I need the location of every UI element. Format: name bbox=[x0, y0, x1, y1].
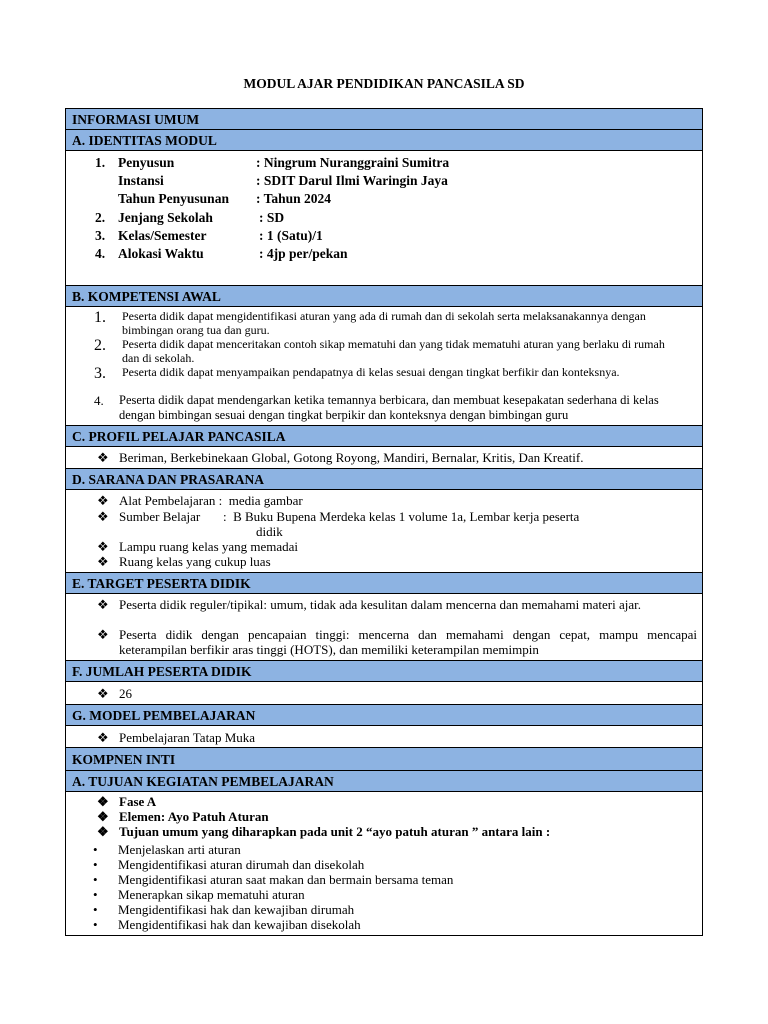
list-item-continuation: didik bbox=[256, 524, 283, 539]
tujuan-content: ❖ Fase A ❖ Elemen: Ayo Patuh Aturan ❖ Tujuan umum yang diharapkan pada unit 2 “ayo patuh aturan ” antara lain : • Menjelaskan arti aturan • Mengidentifikasi aturan dirumah dan disekolah • Mengidentifikasi aturan saat makan dan bermain bersama teman • Menerapkan sikap mematuhi aturan • Mengidentifikasi hak dan kewajiban dirumah • Mengidentifikasi hak dan kewajiban disekolah bbox=[93, 794, 551, 932]
diamond-bullet-icon: ❖ bbox=[97, 450, 109, 465]
dot-bullet-icon: • bbox=[93, 842, 98, 857]
section-informasi-umum: INFORMASI UMUM bbox=[66, 109, 702, 130]
document-title: MODUL AJAR PENDIDIKAN PANCASILA SD bbox=[243, 76, 525, 91]
module-table bbox=[65, 108, 703, 936]
diamond-bullet-icon: ❖ bbox=[97, 794, 109, 809]
diamond-bullet-icon: ❖ bbox=[97, 493, 109, 508]
diamond-bullet-icon: ❖ bbox=[97, 627, 109, 642]
section-jumlah-peserta: F. JUMLAH PESERTA DIDIK bbox=[66, 661, 702, 682]
section-profil-pelajar: C. PROFIL PELAJAR PANCASILA bbox=[66, 426, 702, 447]
kompetensi-content: 1. Peserta didik dapat mengidentifikasi aturan yang ada di rumah dan di sekolah serta melaksanakannya dengan bimbingan orang tua dan guru. 2. Peserta didik dapat menceritakan contoh sikap mematuhi dan yang tidak mematuhi aturan yang berlaku di rumah dan di sekolah. 3. Peserta didik dapat menyampaikan pendapatnya di kelas sesuai dengan tingkat berfikir dan konteksnya. 4. Peserta didik dapat mendengarkan ketika temannya berbicara, dan membuat kesepakatan sederhana di kelas dengan bimbingan sesuai dengan tingkat berpikir dan konteksnya dengan bimbingan guru bbox=[66, 307, 702, 426]
dot-bullet-icon: • bbox=[93, 917, 98, 932]
jumlah-content: ❖ 26 bbox=[66, 682, 702, 705]
diamond-bullet-icon: ❖ bbox=[97, 539, 109, 554]
model-content: ❖ Pembelajaran Tatap Muka bbox=[66, 726, 702, 748]
dot-bullet-icon: • bbox=[93, 902, 98, 917]
section-kompetensi-awal: B. KOMPETENSI AWAL bbox=[66, 286, 702, 307]
diamond-bullet-icon: ❖ bbox=[97, 597, 109, 612]
dot-bullet-icon: • bbox=[93, 857, 98, 872]
diamond-bullet-icon: ❖ bbox=[97, 730, 109, 745]
section-komponen-inti: KOMPNEN INTI bbox=[66, 748, 702, 771]
diamond-bullet-icon: ❖ bbox=[97, 824, 109, 839]
section-model-pembelajaran: G. MODEL PEMBELAJARAN bbox=[66, 705, 702, 726]
identitas-content: 1. Penyusun : Ningrum Nuranggraini Sumitra Instansi : SDIT Darul Ilmi Waringin Jaya Tahun Penyusunan : Tahun 2024 2. Jenjang Sekolah : SD 3. Kelas/Semester : 1 (Satu)/1 4. Alokasi Waktu : 4jp per/pekan bbox=[66, 151, 702, 286]
dot-bullet-icon: • bbox=[93, 887, 98, 902]
dot-bullet-icon: • bbox=[93, 872, 98, 887]
diamond-bullet-icon: ❖ bbox=[97, 509, 109, 524]
section-target-peserta: E. TARGET PESERTA DIDIK bbox=[66, 573, 702, 594]
diamond-bullet-icon: ❖ bbox=[97, 686, 109, 701]
sarana-content: ❖ Alat Pembelajaran : media gambar ❖ Sumber Belajar : B Buku Bupena Merdeka kelas 1 volume 1a, Lembar kerja peserta didik ❖ Lampu ruang kelas yang memadai ❖ Ruang kelas yang cukup luas bbox=[66, 490, 702, 573]
diamond-bullet-icon: ❖ bbox=[97, 554, 109, 569]
section-sarana-prasarana: D. SARANA DAN PRASARANA bbox=[66, 469, 702, 490]
section-tujuan-kegiatan: A. TUJUAN KEGIATAN PEMBELAJARAN bbox=[66, 771, 702, 792]
profil-content: ❖ Beriman, Berkebinekaan Global, Gotong Royong, Mandiri, Bernalar, Kritis, Dan Kreatif. bbox=[66, 447, 702, 469]
diamond-bullet-icon: ❖ bbox=[97, 809, 109, 824]
section-identitas-modul: A. IDENTITAS MODUL bbox=[66, 130, 702, 151]
target-content: ❖ Peserta didik reguler/tipikal: umum, tidak ada kesulitan dalam mencerna dan memahami materi ajar. ❖ Peserta didik dengan pencapaian tinggi: mencerna dan memahami dengan cepat, mampu mencapai keterampilan berfikir aras tinggi (HOTS), dan memiliki keterampilan memimpin bbox=[66, 594, 702, 661]
